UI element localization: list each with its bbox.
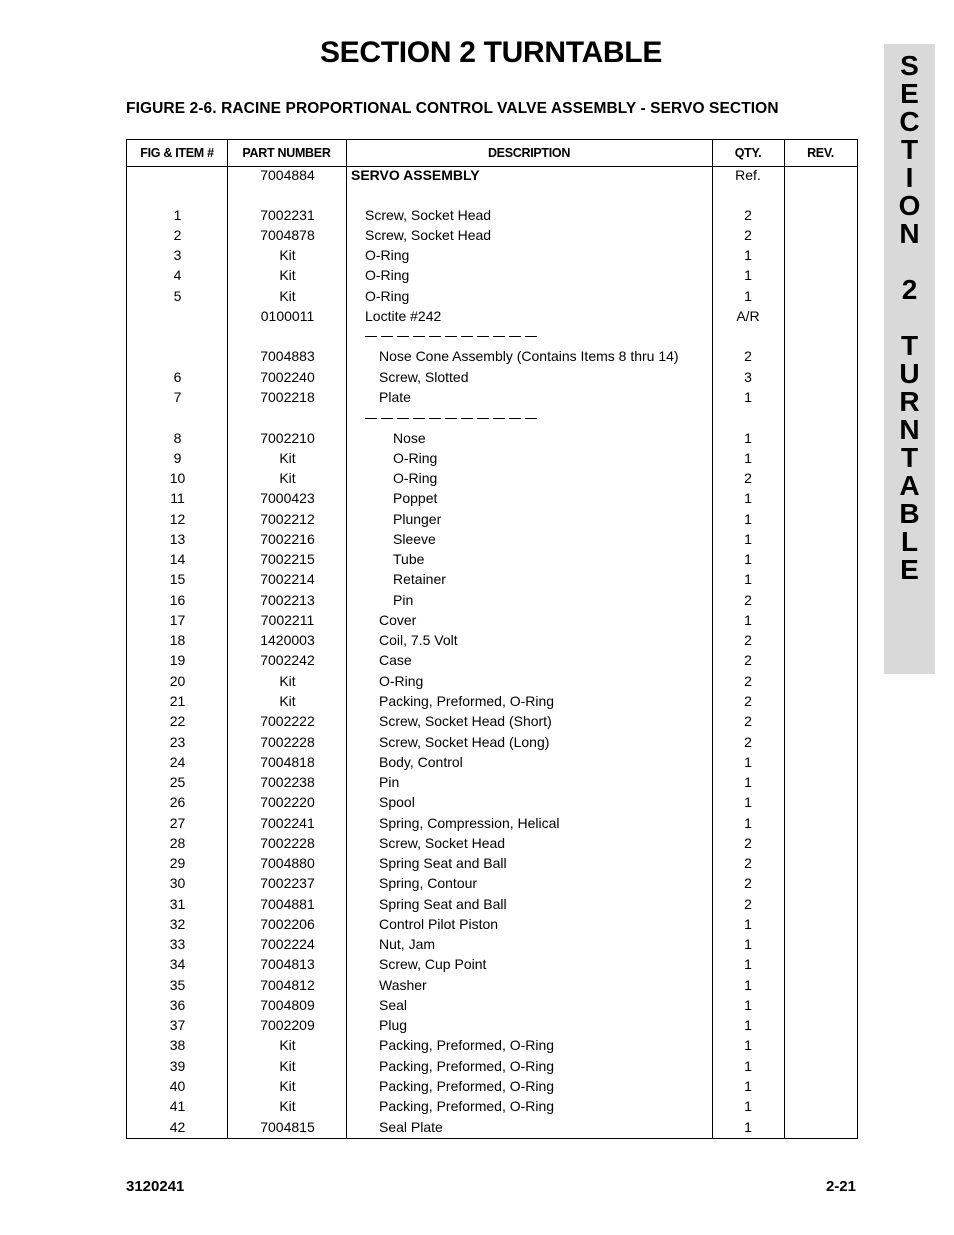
quantity-cell: 1 xyxy=(744,1098,752,1114)
description-cell: Packing, Preformed, O-Ring xyxy=(379,693,555,709)
side-tab-letter: L xyxy=(900,526,919,557)
fig-item-cell: 15 xyxy=(169,571,186,587)
fig-item-cell: 11 xyxy=(170,490,185,506)
table-row xyxy=(127,509,857,529)
fig-item-cell: 33 xyxy=(169,936,186,952)
table-row xyxy=(127,894,857,914)
part-number-cell: 7002216 xyxy=(260,531,315,547)
fig-item-cell: 18 xyxy=(169,632,186,648)
footer-page-number: 2-21 xyxy=(825,1178,856,1195)
quantity-cell: 1 xyxy=(744,794,752,810)
fig-item-cell: 41 xyxy=(169,1098,186,1114)
side-tab-letter: T xyxy=(900,442,919,473)
side-tab-letter: N xyxy=(899,218,920,249)
fig-item-cell: 5 xyxy=(173,288,182,304)
quantity-cell: 1 xyxy=(744,551,752,567)
fig-item-cell: 38 xyxy=(169,1037,186,1053)
description-cell: Spool xyxy=(379,794,415,810)
description-cell: Packing, Preformed, O-Ring xyxy=(379,1098,555,1114)
fig-item-cell: 29 xyxy=(169,855,186,871)
fig-item-cell: 30 xyxy=(169,875,186,891)
fig-item-cell: 36 xyxy=(169,997,186,1013)
part-number-cell: 7004881 xyxy=(260,896,315,912)
description-cell: Tube xyxy=(393,551,425,567)
part-number-cell: 7002238 xyxy=(260,774,315,790)
group-divider xyxy=(365,408,541,428)
quantity-cell: 2 xyxy=(744,652,752,668)
quantity-cell: 2 xyxy=(744,207,752,223)
part-number-cell: 1420003 xyxy=(260,632,315,648)
part-number-cell: Kit xyxy=(279,693,296,709)
side-tab-letter: O xyxy=(898,190,921,221)
table-row xyxy=(127,934,857,954)
part-number-cell: 7002220 xyxy=(260,794,315,810)
table-row xyxy=(127,671,857,691)
part-number-cell: 7004878 xyxy=(260,227,315,243)
part-number-cell: 7004809 xyxy=(260,997,315,1013)
fig-item-cell: 8 xyxy=(173,430,182,446)
table-row xyxy=(127,1015,857,1035)
description-cell: Screw, Socket Head xyxy=(379,835,506,851)
table-row xyxy=(127,772,857,792)
description-cell: Spring, Compression, Helical xyxy=(379,815,560,831)
description-cell: Packing, Preformed, O-Ring xyxy=(379,1058,555,1074)
part-number-cell: 7002237 xyxy=(260,875,315,891)
quantity-cell: 1 xyxy=(744,247,752,263)
section-title: SECTION 2 TURNTABLE xyxy=(319,36,663,69)
part-number-cell: 7002231 xyxy=(260,207,315,223)
side-tab-letter: T xyxy=(900,330,919,361)
part-number-cell: 7002213 xyxy=(260,592,315,608)
side-tab-letter: 2 xyxy=(901,274,918,305)
fig-item-cell: 28 xyxy=(169,835,186,851)
quantity-cell: 1 xyxy=(744,389,752,405)
table-row xyxy=(127,448,857,468)
table-row xyxy=(127,650,857,670)
quantity-cell: 1 xyxy=(744,956,752,972)
part-number-cell: 7002242 xyxy=(260,652,315,668)
table-row xyxy=(127,630,857,650)
table-row xyxy=(127,975,857,995)
description-cell: Pin xyxy=(379,774,400,790)
table-row xyxy=(127,1117,857,1137)
quantity-cell: 1 xyxy=(744,774,752,790)
description-cell: Loctite #242 xyxy=(365,308,442,324)
side-tab-letter: N xyxy=(899,414,920,445)
parts-table xyxy=(126,139,858,1139)
quantity-cell: 1 xyxy=(744,916,752,932)
fig-item-cell: 24 xyxy=(169,754,186,770)
table-row xyxy=(127,468,857,488)
description-cell: Packing, Preformed, O-Ring xyxy=(379,1078,555,1094)
fig-item-cell: 4 xyxy=(173,267,182,283)
part-number-cell: 7002228 xyxy=(260,734,315,750)
fig-item-cell: 20 xyxy=(169,673,186,689)
side-tab-letter: S xyxy=(900,50,919,81)
part-number-cell: 7002215 xyxy=(260,551,315,567)
quantity-cell: 1 xyxy=(744,612,752,628)
table-row xyxy=(127,853,857,873)
quantity-cell: 2 xyxy=(744,896,752,912)
part-number-cell: 7002241 xyxy=(260,815,315,831)
fig-item-cell: 35 xyxy=(169,977,186,993)
table-row xyxy=(127,286,857,306)
quantity-cell: 1 xyxy=(744,490,752,506)
description-cell: SERVO ASSEMBLY xyxy=(351,167,480,183)
quantity-cell: Ref. xyxy=(735,167,761,183)
fig-item-cell: 32 xyxy=(169,916,186,932)
quantity-cell: 1 xyxy=(744,511,752,527)
description-cell: O-Ring xyxy=(379,673,424,689)
table-row xyxy=(127,1056,857,1076)
description-cell: Case xyxy=(379,652,412,668)
fig-item-cell: 10 xyxy=(169,470,186,486)
table-row xyxy=(127,691,857,711)
fig-item-cell: 2 xyxy=(173,227,182,243)
part-number-cell: 0100011 xyxy=(260,308,315,324)
table-row xyxy=(127,549,857,569)
table-row xyxy=(127,732,857,752)
description-cell: O-Ring xyxy=(365,267,410,283)
quantity-cell: 1 xyxy=(744,430,752,446)
description-cell: Seal xyxy=(379,997,408,1013)
table-row xyxy=(127,225,857,245)
fig-item-cell: 26 xyxy=(169,794,186,810)
fig-item-cell: 22 xyxy=(169,713,186,729)
table-row xyxy=(127,995,857,1015)
table-row xyxy=(127,387,857,407)
figure-title: FIGURE 2-6. RACINE PROPORTIONAL CONTROL VALVE ASSEMBLY - SERVO SECTION xyxy=(126,100,779,117)
quantity-cell: 2 xyxy=(744,875,752,891)
quantity-cell: 3 xyxy=(744,369,752,385)
quantity-cell: A/R xyxy=(736,308,760,324)
part-number-cell: 7000423 xyxy=(260,490,315,506)
side-tab-letter: E xyxy=(900,554,919,585)
table-row xyxy=(127,245,857,265)
side-tab-letter: A xyxy=(899,470,920,501)
fig-item-cell: 40 xyxy=(169,1078,186,1094)
quantity-cell: 2 xyxy=(744,632,752,648)
table-row xyxy=(127,367,857,387)
table-row xyxy=(127,569,857,589)
section-side-tab xyxy=(884,44,935,674)
description-cell: Sleeve xyxy=(393,531,436,547)
quantity-cell: 1 xyxy=(744,815,752,831)
part-number-cell: 7002218 xyxy=(260,389,315,405)
part-number-cell: Kit xyxy=(279,450,296,466)
quantity-cell: 2 xyxy=(744,693,752,709)
table-row xyxy=(127,1035,857,1055)
fig-item-cell: 23 xyxy=(169,734,186,750)
table-row xyxy=(127,529,857,549)
description-cell: Nut, Jam xyxy=(379,936,436,952)
description-cell: Seal Plate xyxy=(379,1119,443,1135)
quantity-cell: 1 xyxy=(744,531,752,547)
side-tab-letter: B xyxy=(899,498,920,529)
quantity-cell: 1 xyxy=(744,754,752,770)
fig-item-cell: 6 xyxy=(173,369,182,385)
description-cell: Nose Cone Assembly (Contains Items 8 thru 14) xyxy=(379,348,679,364)
part-number-cell: 7002214 xyxy=(260,571,315,587)
part-number-cell: 7002209 xyxy=(260,1017,315,1033)
quantity-cell: 2 xyxy=(744,227,752,243)
table-row xyxy=(127,833,857,853)
column-header-qty: QTY. xyxy=(734,146,762,160)
part-number-cell: Kit xyxy=(279,1037,296,1053)
part-number-cell: 7002222 xyxy=(260,713,315,729)
table-row xyxy=(127,954,857,974)
fig-item-cell: 14 xyxy=(169,551,186,567)
description-cell: O-Ring xyxy=(393,470,438,486)
part-number-cell: 7002240 xyxy=(260,369,315,385)
quantity-cell: 2 xyxy=(744,470,752,486)
fig-item-cell: 34 xyxy=(169,956,186,972)
fig-item-cell: 9 xyxy=(173,450,182,466)
footer-doc-number: 3120241 xyxy=(126,1178,185,1195)
fig-item-cell: 1 xyxy=(173,207,182,223)
description-cell: Pin xyxy=(393,592,414,608)
table-row xyxy=(127,428,857,448)
fig-item-cell: 3 xyxy=(173,247,182,263)
description-cell: Washer xyxy=(379,977,427,993)
column-header-description: DESCRIPTION xyxy=(487,146,571,160)
quantity-cell: 1 xyxy=(744,1058,752,1074)
description-cell: Poppet xyxy=(393,490,438,506)
fig-item-cell: 19 xyxy=(169,652,186,668)
description-cell: Spring, Contour xyxy=(379,875,478,891)
table-row xyxy=(127,752,857,772)
fig-item-cell: 13 xyxy=(169,531,186,547)
fig-item-cell: 7 xyxy=(173,389,182,405)
part-number-cell: 7004818 xyxy=(260,754,315,770)
description-cell: O-Ring xyxy=(393,450,438,466)
table-row xyxy=(127,914,857,934)
part-number-cell: 7004815 xyxy=(260,1119,315,1135)
quantity-cell: 2 xyxy=(744,592,752,608)
description-cell: Coil, 7.5 Volt xyxy=(379,632,458,648)
column-header-part-number: PART NUMBER xyxy=(242,146,331,160)
side-tab-letter: I xyxy=(905,162,914,193)
part-number-cell: 7004812 xyxy=(260,977,315,993)
column-header-rev: REV. xyxy=(807,146,834,160)
part-number-cell: 7004880 xyxy=(260,855,315,871)
fig-item-cell: 31 xyxy=(169,896,186,912)
part-number-cell: 7002211 xyxy=(260,612,315,628)
table-row xyxy=(127,265,857,285)
fig-item-cell: 17 xyxy=(169,612,186,628)
description-cell: Control Pilot Piston xyxy=(379,916,499,932)
description-cell: Screw, Cup Point xyxy=(379,956,487,972)
table-row xyxy=(127,792,857,812)
quantity-cell: 2 xyxy=(744,855,752,871)
part-number-cell: Kit xyxy=(279,1078,296,1094)
quantity-cell: 1 xyxy=(744,997,752,1013)
quantity-cell: 1 xyxy=(744,936,752,952)
description-cell: Plunger xyxy=(393,511,442,527)
table-row xyxy=(127,590,857,610)
description-cell: Spring Seat and Ball xyxy=(379,896,507,912)
fig-item-cell: 42 xyxy=(169,1119,186,1135)
description-cell: Retainer xyxy=(393,571,446,587)
table-row xyxy=(127,346,857,366)
part-number-cell: Kit xyxy=(279,470,296,486)
table-row xyxy=(127,873,857,893)
description-cell: O-Ring xyxy=(365,288,410,304)
part-number-cell: Kit xyxy=(279,267,296,283)
part-number-cell: Kit xyxy=(279,247,296,263)
side-tab-letter: T xyxy=(900,134,919,165)
part-number-cell: Kit xyxy=(279,673,296,689)
part-number-cell: 7004813 xyxy=(260,956,315,972)
quantity-cell: 1 xyxy=(744,450,752,466)
quantity-cell: 1 xyxy=(744,571,752,587)
description-cell: Body, Control xyxy=(379,754,463,770)
part-number-cell: 7002210 xyxy=(260,430,315,446)
quantity-cell: 1 xyxy=(744,288,752,304)
quantity-cell: 1 xyxy=(744,1078,752,1094)
description-cell: O-Ring xyxy=(365,247,410,263)
part-number-cell: Kit xyxy=(279,1058,296,1074)
table-row xyxy=(127,488,857,508)
quantity-cell: 1 xyxy=(744,1017,752,1033)
table-row xyxy=(127,1096,857,1116)
part-number-cell: 7002224 xyxy=(260,936,315,952)
part-number-cell: Kit xyxy=(279,288,296,304)
description-cell: Plug xyxy=(379,1017,408,1033)
description-cell: Screw, Slotted xyxy=(379,369,469,385)
table-row xyxy=(127,610,857,630)
side-tab-letter: U xyxy=(899,358,920,389)
description-cell: Packing, Preformed, O-Ring xyxy=(379,1037,555,1053)
table-row xyxy=(127,205,857,225)
quantity-cell: 1 xyxy=(744,267,752,283)
group-divider xyxy=(365,326,541,346)
description-cell: Plate xyxy=(379,389,411,405)
fig-item-cell: 12 xyxy=(169,511,186,527)
table-row xyxy=(127,165,857,185)
part-number-cell: 7002228 xyxy=(260,835,315,851)
description-cell: Screw, Socket Head (Long) xyxy=(379,734,550,750)
description-cell: Screw, Socket Head xyxy=(365,227,492,243)
table-row xyxy=(127,306,857,326)
description-cell: Nose xyxy=(393,430,426,446)
fig-item-cell: 27 xyxy=(169,815,186,831)
quantity-cell: 1 xyxy=(744,1037,752,1053)
fig-item-cell: 25 xyxy=(169,774,186,790)
fig-item-cell: 39 xyxy=(169,1058,186,1074)
description-cell: Spring Seat and Ball xyxy=(379,855,507,871)
description-cell: Screw, Socket Head (Short) xyxy=(379,713,552,729)
quantity-cell: 2 xyxy=(744,673,752,689)
quantity-cell: 2 xyxy=(744,713,752,729)
fig-item-cell: 21 xyxy=(169,693,186,709)
table-row xyxy=(127,711,857,731)
fig-item-cell: 37 xyxy=(169,1017,186,1033)
quantity-cell: 2 xyxy=(744,348,752,364)
fig-item-cell: 16 xyxy=(169,592,186,608)
part-number-cell: 7004883 xyxy=(260,348,315,364)
side-tab-letter: C xyxy=(899,106,920,137)
quantity-cell: 2 xyxy=(744,835,752,851)
part-number-cell: 7004884 xyxy=(260,167,315,183)
part-number-cell: 7002212 xyxy=(260,511,315,527)
side-tab-letter: E xyxy=(900,78,919,109)
description-cell: Cover xyxy=(379,612,417,628)
side-tab-letter: R xyxy=(899,386,920,417)
table-row xyxy=(127,1076,857,1096)
description-cell: Screw, Socket Head xyxy=(365,207,492,223)
quantity-cell: 2 xyxy=(744,734,752,750)
quantity-cell: 1 xyxy=(744,977,752,993)
part-number-cell: 7002206 xyxy=(260,916,315,932)
quantity-cell: 1 xyxy=(744,1119,752,1135)
column-header-fig-item: FIG & ITEM # xyxy=(140,146,214,160)
table-row xyxy=(127,813,857,833)
part-number-cell: Kit xyxy=(279,1098,296,1114)
